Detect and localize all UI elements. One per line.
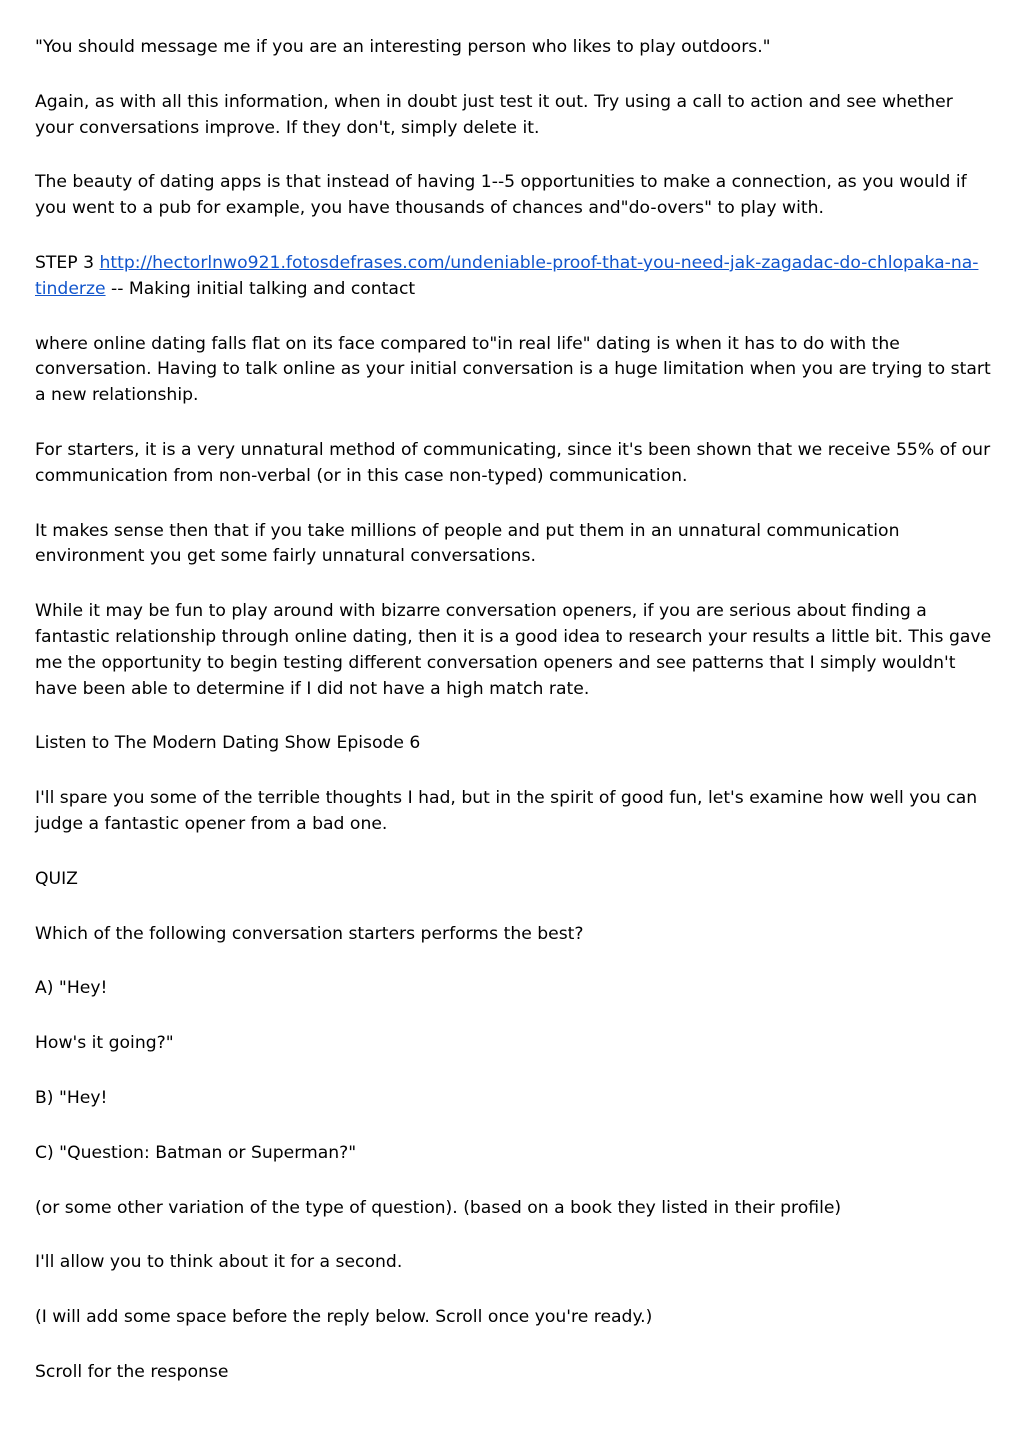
step-3-link[interactable]: http://hectorlnwo921.fotosdefrases.com/undeniable-proof-that-you-need-jak-zagadac-do-chlopaka-na-tinderze — [35, 252, 979, 299]
paragraph-judge-opener: I'll spare you some of the terrible thoughts I had, but in the spirit of good fun, let's examine how well you can judge a fantastic opener from a bad one. — [35, 788, 978, 834]
paragraph-quiz-heading: QUIZ — [35, 868, 78, 889]
paragraph-scroll-for-response: Scroll for the response — [35, 1361, 229, 1382]
step-3-suffix: -- Making initial talking and contact — [105, 278, 416, 299]
paragraph-online-dating-conversation: where online dating falls flat on its face compared to"in real life" dating is when it has to do with the conversation. Having to talk online as your initial conversation is a huge limitation when you are trying to start a new relationship. — [35, 333, 991, 406]
paragraph-question-variation: (or some other variation of the type of question). (based on a book they listed in their profile) — [35, 1197, 842, 1218]
paragraph-test-it-out: Again, as with all this information, when in doubt just test it out. Try using a call to action and see whether your conversations improve. If they don't, simply delete it. — [35, 91, 953, 138]
paragraph-step-3 — [35, 251, 995, 303]
step-3-prefix: STEP 3 — [35, 252, 100, 273]
document-body — [35, 35, 995, 1386]
paragraph-call-to-action-quote: "You should message me if you are an interesting person who likes to play outdoors." — [35, 37, 771, 57]
paragraph-podcast-episode: Listen to The Modern Dating Show Episode 6 — [35, 733, 421, 754]
paragraph-unnatural-conversations: It makes sense then that if you take millions of people and put them in an unnatural communication environment you get some fairly unnatural conversations. — [35, 520, 900, 567]
paragraph-non-verbal-communication: For starters, it is a very unnatural method of communicating, since it's been shown that we receive 55% of our communication from non-verbal (or in this case non-typed) communication. — [35, 439, 991, 486]
paragraph-conversation-openers: While it may be fun to play around with bizarre conversation openers, if you are serious about finding a fantastic relationship through online dating, then it is a good idea to research your results a little bit. This gave me the opportunity to begin testing different conversation openers and see patterns that I simply wouldn't have been able to determine if I did not have a high match rate. — [35, 601, 992, 699]
paragraph-option-a-line-2: How's it going?" — [35, 1033, 174, 1054]
paragraph-quiz-question: Which of the following conversation starters performs the best? — [35, 923, 584, 944]
paragraph-dating-apps-beauty: The beauty of dating apps is that instead of having 1--5 opportunities to make a connection, as you would if you went to a pub for example, you have thousands of chances and"do-overs" to play with. — [35, 172, 967, 219]
paragraph-option-b: B) "Hey! — [35, 1087, 108, 1108]
paragraph-think-about-it: I'll allow you to think about it for a second. — [35, 1252, 403, 1273]
paragraph-option-c: C) "Question: Batman or Superman?" — [35, 1142, 357, 1163]
paragraph-option-a-line-1: A) "Hey! — [35, 978, 108, 999]
paragraph-add-space: (I will add some space before the reply below. Scroll once you're ready.) — [35, 1307, 653, 1328]
